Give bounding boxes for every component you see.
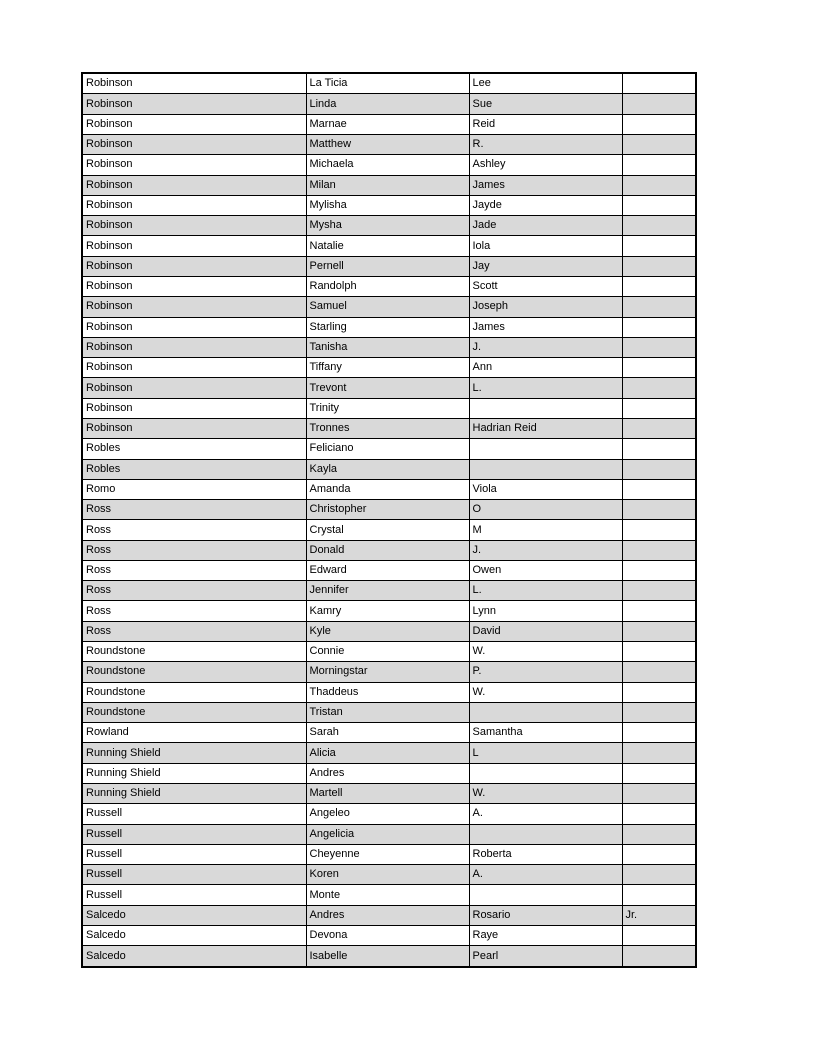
cell-last-name: Robinson <box>82 337 306 357</box>
cell-last-name: Russell <box>82 824 306 844</box>
cell-middle-name <box>469 824 622 844</box>
cell-first-name: Thaddeus <box>306 682 469 702</box>
cell-middle-name: Joseph <box>469 297 622 317</box>
cell-middle-name: Viola <box>469 479 622 499</box>
cell-suffix <box>622 520 696 540</box>
names-table-body <box>82 73 696 967</box>
cell-suffix <box>622 682 696 702</box>
table-row <box>82 946 696 967</box>
cell-first-name: Angeleo <box>306 804 469 824</box>
table-row <box>82 276 696 296</box>
cell-middle-name: David <box>469 621 622 641</box>
cell-first-name: Donald <box>306 540 469 560</box>
cell-last-name: Robinson <box>82 155 306 175</box>
cell-suffix <box>622 317 696 337</box>
cell-first-name: Edward <box>306 560 469 580</box>
table-row <box>82 73 696 94</box>
cell-first-name: Michaela <box>306 155 469 175</box>
cell-suffix <box>622 195 696 215</box>
cell-last-name: Robinson <box>82 73 306 94</box>
cell-middle-name: James <box>469 317 622 337</box>
cell-last-name: Robinson <box>82 418 306 438</box>
cell-middle-name: W. <box>469 642 622 662</box>
cell-suffix <box>622 804 696 824</box>
table-row <box>82 418 696 438</box>
cell-first-name: Starling <box>306 317 469 337</box>
cell-first-name: Feliciano <box>306 439 469 459</box>
cell-last-name: Running Shield <box>82 763 306 783</box>
cell-last-name: Robinson <box>82 94 306 114</box>
cell-middle-name: O <box>469 500 622 520</box>
cell-suffix <box>622 784 696 804</box>
table-row <box>82 662 696 682</box>
table-row <box>82 560 696 580</box>
cell-suffix <box>622 824 696 844</box>
cell-middle-name: A. <box>469 865 622 885</box>
table-row <box>82 479 696 499</box>
cell-last-name: Robinson <box>82 135 306 155</box>
cell-last-name: Ross <box>82 601 306 621</box>
cell-first-name: Monte <box>306 885 469 905</box>
cell-first-name: Trinity <box>306 398 469 418</box>
cell-suffix <box>622 601 696 621</box>
cell-suffix <box>622 479 696 499</box>
table-row <box>82 297 696 317</box>
cell-first-name: Sarah <box>306 723 469 743</box>
cell-suffix <box>622 621 696 641</box>
table-row <box>82 195 696 215</box>
cell-first-name: Tiffany <box>306 358 469 378</box>
table-row <box>82 743 696 763</box>
cell-last-name: Robinson <box>82 398 306 418</box>
cell-last-name: Ross <box>82 520 306 540</box>
cell-first-name: Angelicia <box>306 824 469 844</box>
cell-first-name: Marnae <box>306 114 469 134</box>
cell-middle-name <box>469 459 622 479</box>
cell-last-name: Robinson <box>82 297 306 317</box>
cell-first-name: Crystal <box>306 520 469 540</box>
cell-middle-name: L. <box>469 581 622 601</box>
cell-middle-name: Roberta <box>469 844 622 864</box>
cell-last-name: Robinson <box>82 276 306 296</box>
cell-middle-name: Raye <box>469 925 622 945</box>
cell-last-name: Russell <box>82 804 306 824</box>
cell-first-name: Devona <box>306 925 469 945</box>
cell-last-name: Ross <box>82 560 306 580</box>
cell-suffix <box>622 175 696 195</box>
cell-middle-name: P. <box>469 662 622 682</box>
cell-first-name: Isabelle <box>306 946 469 967</box>
cell-middle-name: Jade <box>469 216 622 236</box>
cell-first-name: Mysha <box>306 216 469 236</box>
names-table <box>81 72 697 968</box>
cell-suffix <box>622 256 696 276</box>
cell-first-name: Kamry <box>306 601 469 621</box>
cell-first-name: Tanisha <box>306 337 469 357</box>
cell-suffix <box>622 723 696 743</box>
table-row <box>82 601 696 621</box>
cell-first-name: Natalie <box>306 236 469 256</box>
cell-suffix <box>622 378 696 398</box>
table-row <box>82 540 696 560</box>
cell-middle-name: Scott <box>469 276 622 296</box>
cell-last-name: Russell <box>82 844 306 864</box>
table-row <box>82 135 696 155</box>
table-row <box>82 723 696 743</box>
table-row <box>82 114 696 134</box>
table-row <box>82 459 696 479</box>
cell-suffix <box>622 297 696 317</box>
cell-middle-name: W. <box>469 682 622 702</box>
cell-last-name: Running Shield <box>82 784 306 804</box>
cell-last-name: Salcedo <box>82 946 306 967</box>
cell-middle-name: James <box>469 175 622 195</box>
cell-last-name: Russell <box>82 885 306 905</box>
cell-middle-name: Ashley <box>469 155 622 175</box>
cell-first-name: Connie <box>306 642 469 662</box>
cell-middle-name: J. <box>469 540 622 560</box>
cell-first-name: Kyle <box>306 621 469 641</box>
cell-suffix <box>622 155 696 175</box>
cell-first-name: Tristan <box>306 702 469 722</box>
cell-suffix <box>622 743 696 763</box>
table-row <box>82 784 696 804</box>
cell-first-name: Andres <box>306 763 469 783</box>
cell-middle-name: R. <box>469 135 622 155</box>
cell-suffix <box>622 216 696 236</box>
table-row <box>82 317 696 337</box>
cell-last-name: Robinson <box>82 114 306 134</box>
cell-last-name: Ross <box>82 500 306 520</box>
cell-last-name: Roundstone <box>82 642 306 662</box>
cell-middle-name: Samantha <box>469 723 622 743</box>
cell-first-name: Cheyenne <box>306 844 469 864</box>
cell-middle-name <box>469 702 622 722</box>
cell-last-name: Ross <box>82 581 306 601</box>
cell-first-name: Tronnes <box>306 418 469 438</box>
cell-suffix <box>622 946 696 967</box>
table-row <box>82 702 696 722</box>
table-row <box>82 337 696 357</box>
table-row <box>82 642 696 662</box>
cell-last-name: Roundstone <box>82 682 306 702</box>
table-row <box>82 175 696 195</box>
cell-first-name: Christopher <box>306 500 469 520</box>
table-row <box>82 216 696 236</box>
cell-suffix <box>622 358 696 378</box>
cell-middle-name <box>469 763 622 783</box>
cell-last-name: Robinson <box>82 216 306 236</box>
table-row <box>82 500 696 520</box>
cell-middle-name: L. <box>469 378 622 398</box>
cell-suffix <box>622 135 696 155</box>
cell-last-name: Robles <box>82 439 306 459</box>
cell-middle-name: M <box>469 520 622 540</box>
cell-suffix <box>622 763 696 783</box>
cell-first-name: Alicia <box>306 743 469 763</box>
cell-last-name: Salcedo <box>82 905 306 925</box>
table-row <box>82 865 696 885</box>
cell-middle-name: Iola <box>469 236 622 256</box>
table-row <box>82 824 696 844</box>
table-row <box>82 844 696 864</box>
cell-middle-name: Pearl <box>469 946 622 967</box>
table-row <box>82 256 696 276</box>
cell-first-name: Pernell <box>306 256 469 276</box>
cell-suffix <box>622 94 696 114</box>
cell-last-name: Robinson <box>82 175 306 195</box>
table-row <box>82 885 696 905</box>
table-row <box>82 378 696 398</box>
cell-suffix <box>622 865 696 885</box>
cell-middle-name: Sue <box>469 94 622 114</box>
table-row <box>82 398 696 418</box>
cell-last-name: Roundstone <box>82 662 306 682</box>
cell-suffix <box>622 560 696 580</box>
cell-suffix <box>622 540 696 560</box>
cell-first-name: Jennifer <box>306 581 469 601</box>
cell-suffix <box>622 459 696 479</box>
cell-middle-name: Reid <box>469 114 622 134</box>
cell-last-name: Rowland <box>82 723 306 743</box>
cell-first-name: Linda <box>306 94 469 114</box>
cell-suffix <box>622 276 696 296</box>
cell-last-name: Ross <box>82 540 306 560</box>
cell-last-name: Running Shield <box>82 743 306 763</box>
cell-suffix <box>622 114 696 134</box>
cell-middle-name: A. <box>469 804 622 824</box>
table-row <box>82 94 696 114</box>
cell-middle-name: Ann <box>469 358 622 378</box>
cell-middle-name <box>469 398 622 418</box>
cell-middle-name: Jay <box>469 256 622 276</box>
cell-first-name: Andres <box>306 905 469 925</box>
table-row <box>82 905 696 925</box>
cell-middle-name: Rosario <box>469 905 622 925</box>
table-row <box>82 804 696 824</box>
table-row <box>82 520 696 540</box>
cell-suffix <box>622 236 696 256</box>
cell-first-name: Koren <box>306 865 469 885</box>
cell-suffix <box>622 662 696 682</box>
cell-middle-name: Lee <box>469 73 622 94</box>
cell-first-name: Trevont <box>306 378 469 398</box>
table-row <box>82 682 696 702</box>
cell-last-name: Robinson <box>82 378 306 398</box>
cell-middle-name: Jayde <box>469 195 622 215</box>
table-row <box>82 581 696 601</box>
cell-suffix <box>622 844 696 864</box>
cell-first-name: Morningstar <box>306 662 469 682</box>
cell-first-name: Martell <box>306 784 469 804</box>
cell-middle-name <box>469 439 622 459</box>
cell-suffix <box>622 642 696 662</box>
cell-suffix <box>622 500 696 520</box>
cell-middle-name: Hadrian Reid <box>469 418 622 438</box>
cell-first-name: Samuel <box>306 297 469 317</box>
cell-suffix <box>622 439 696 459</box>
cell-last-name: Roundstone <box>82 702 306 722</box>
cell-middle-name: Lynn <box>469 601 622 621</box>
cell-first-name: La Ticia <box>306 73 469 94</box>
table-row <box>82 236 696 256</box>
cell-last-name: Russell <box>82 865 306 885</box>
cell-last-name: Robinson <box>82 317 306 337</box>
cell-middle-name <box>469 885 622 905</box>
cell-last-name: Robinson <box>82 236 306 256</box>
cell-first-name: Milan <box>306 175 469 195</box>
cell-suffix <box>622 398 696 418</box>
table-row <box>82 358 696 378</box>
cell-last-name: Robles <box>82 459 306 479</box>
cell-suffix <box>622 418 696 438</box>
cell-middle-name: Owen <box>469 560 622 580</box>
cell-suffix <box>622 702 696 722</box>
cell-suffix <box>622 885 696 905</box>
cell-middle-name: W. <box>469 784 622 804</box>
cell-last-name: Salcedo <box>82 925 306 945</box>
table-row <box>82 439 696 459</box>
table-row <box>82 155 696 175</box>
table-row <box>82 621 696 641</box>
cell-suffix <box>622 73 696 94</box>
cell-first-name: Matthew <box>306 135 469 155</box>
cell-suffix: Jr. <box>622 905 696 925</box>
cell-first-name: Mylisha <box>306 195 469 215</box>
cell-first-name: Randolph <box>306 276 469 296</box>
cell-suffix <box>622 337 696 357</box>
cell-last-name: Romo <box>82 479 306 499</box>
cell-suffix <box>622 925 696 945</box>
cell-suffix <box>622 581 696 601</box>
cell-last-name: Robinson <box>82 195 306 215</box>
cell-middle-name: J. <box>469 337 622 357</box>
cell-first-name: Amanda <box>306 479 469 499</box>
table-row <box>82 763 696 783</box>
cell-last-name: Robinson <box>82 358 306 378</box>
cell-last-name: Ross <box>82 621 306 641</box>
cell-last-name: Robinson <box>82 256 306 276</box>
table-row <box>82 925 696 945</box>
cell-first-name: Kayla <box>306 459 469 479</box>
cell-middle-name: L <box>469 743 622 763</box>
